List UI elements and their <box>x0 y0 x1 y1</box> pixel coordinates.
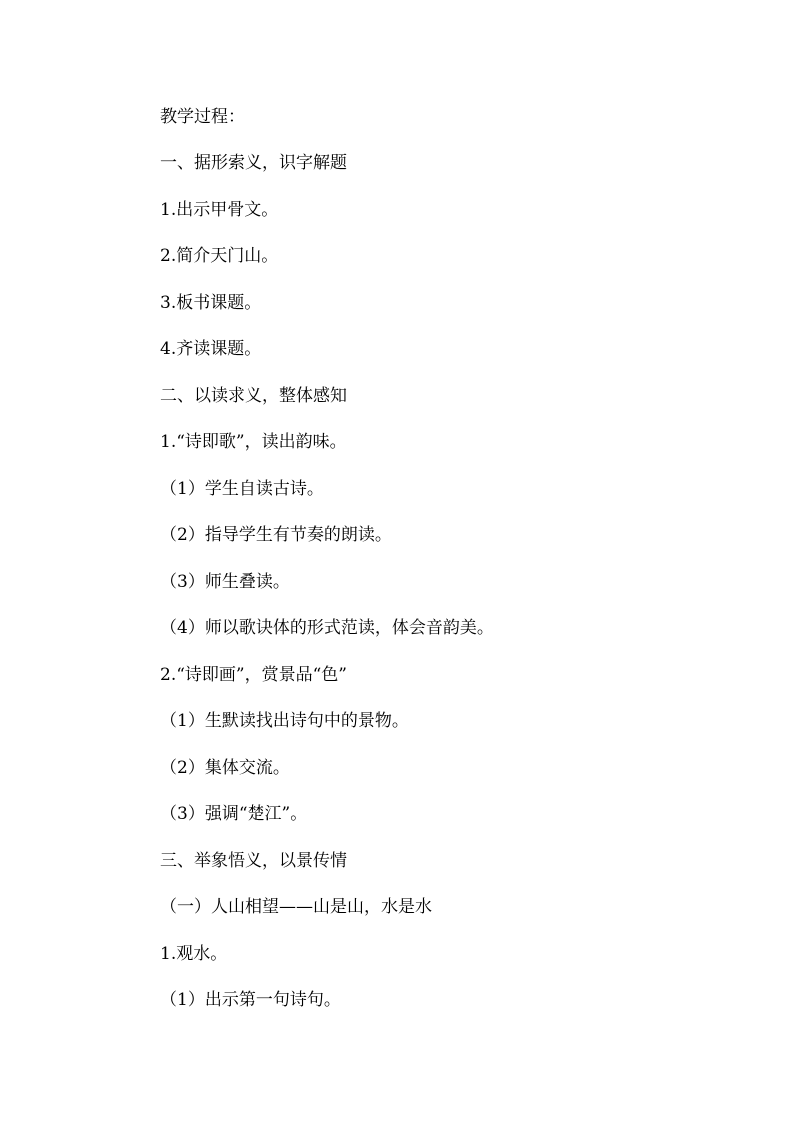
sub-list-item: （2）指导学生有节奏的朗读。 <box>160 525 392 545</box>
subsection-heading: （一）人山相望——山是山，水是水 <box>160 897 432 917</box>
section-heading-3: 三、举象悟义，以景传情 <box>160 851 347 871</box>
sub-list-item: （3）师生叠读。 <box>160 572 290 592</box>
sub-list-item: （2）集体交流。 <box>160 758 290 778</box>
sub-list-item: （4）师以歌诀体的形式范读，体会音韵美。 <box>160 618 494 638</box>
list-item: 3.板书课题。 <box>160 293 262 313</box>
list-item: 1.出示甲骨文。 <box>160 200 279 220</box>
list-item: 1.“诗即歌”，读出韵味。 <box>160 432 347 452</box>
sub-list-item: （3）强调“楚江”。 <box>160 804 308 824</box>
section-heading-2: 二、以读求义，整体感知 <box>160 386 347 406</box>
list-item: 1.观水。 <box>160 944 228 964</box>
sub-list-item: （1）出示第一句诗句。 <box>160 990 341 1010</box>
section-heading-teaching-process: 教学过程： <box>160 107 245 127</box>
section-heading-1: 一、据形索义，识字解题 <box>160 153 347 173</box>
sub-list-item: （1）生默读找出诗句中的景物。 <box>160 711 409 731</box>
list-item: 2.“诗即画”，赏景品“色” <box>160 665 347 685</box>
sub-list-item: （1）学生自读古诗。 <box>160 479 324 499</box>
list-item: 4.齐读课题。 <box>160 339 262 359</box>
list-item: 2.简介天门山。 <box>160 246 279 266</box>
